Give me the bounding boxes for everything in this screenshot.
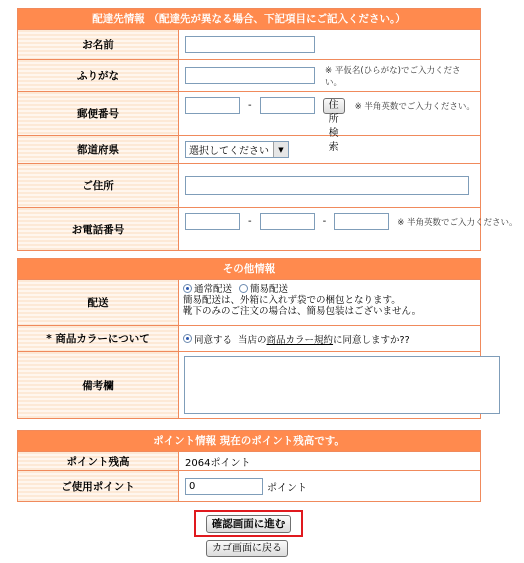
color-agree-radio[interactable] (183, 334, 192, 343)
point-balance-value: 2064ポイント (185, 457, 251, 469)
postal-separator: - (248, 100, 252, 111)
chevron-down-icon[interactable]: ▼ (273, 142, 288, 157)
point-balance-label: ポイント残高 (18, 452, 179, 470)
address-label: ご住所 (18, 164, 179, 207)
postal-note: ※ 半角英数でご入力ください。 (354, 101, 475, 112)
name-label: お名前 (18, 30, 179, 59)
furigana-note: ※ 平仮名(ひらがな)でご入力ください。 (325, 65, 461, 88)
phone-label: お電話番号 (18, 208, 179, 250)
delivery-simple-label: 簡易配送 (250, 284, 289, 295)
other-info-header: その他情報 (18, 259, 480, 280)
furigana-input[interactable] (185, 67, 315, 84)
postal-code-second-input[interactable] (260, 97, 315, 114)
back-to-cart-button[interactable]: カゴ画面に戻る (206, 540, 288, 557)
delivery-note-line2: 靴下のみのご注文の場合は、簡易包装はございません。 (183, 306, 422, 317)
color-text-after: に同意しますか?? (333, 334, 410, 346)
phone-second-input[interactable] (260, 213, 315, 230)
shipping-section (17, 8, 518, 251)
address-input[interactable] (185, 176, 469, 195)
color-agreement-row (18, 326, 480, 352)
name-input[interactable] (185, 36, 315, 53)
shipping-header: 配達先情報 （配達先が異なる場合、下記項目にご記入ください。） (18, 9, 480, 30)
use-points-row (18, 471, 480, 501)
remarks-row (18, 352, 480, 418)
name-row (18, 30, 480, 60)
delivery-row (18, 280, 480, 326)
postal-code-first-input[interactable] (185, 97, 240, 114)
color-agree-label: 同意する (194, 334, 233, 346)
use-points-label: ご使用ポイント (18, 471, 179, 501)
delivery-label: 配送 (18, 280, 179, 325)
delivery-normal-radio[interactable] (183, 284, 192, 293)
phone-separator-1: - (248, 216, 252, 227)
prefecture-row (18, 136, 480, 164)
use-points-input[interactable] (185, 478, 263, 495)
delivery-simple-radio[interactable] (239, 284, 248, 293)
use-points-unit: ポイント (267, 482, 307, 494)
prefecture-label: 都道府県 (18, 136, 179, 163)
points-section (17, 430, 481, 502)
phone-first-input[interactable] (185, 213, 240, 230)
delivery-note-line1: 簡易配送は、外箱に入れず袋での梱包となります。 (183, 295, 401, 306)
phone-note: ※ 半角英数でご入力ください。 (397, 217, 518, 228)
phone-separator-2: - (322, 216, 327, 227)
address-search-button[interactable]: 住所検索 (323, 98, 345, 114)
points-header: ポイント情報 現在のポイント残高です。 (18, 431, 480, 452)
remarks-textarea[interactable] (184, 356, 500, 414)
prefecture-select[interactable] (185, 141, 289, 158)
color-text-before: 当店の (238, 334, 267, 346)
phone-third-input[interactable] (334, 213, 389, 230)
address-row (18, 164, 480, 208)
prefecture-selected-value: 選択してください (189, 146, 269, 157)
other-info-section (17, 258, 481, 419)
confirm-button[interactable]: 確認画面に進む (206, 515, 292, 533)
color-policy-link[interactable]: 商品カラー規約 (266, 334, 334, 346)
postal-label: 郵便番号 (18, 92, 179, 135)
delivery-normal-label: 通常配送 (194, 284, 233, 295)
confirm-button-highlight (194, 510, 303, 537)
point-balance-row (18, 452, 480, 471)
remarks-label: 備考欄 (18, 352, 179, 418)
furigana-row (18, 60, 480, 92)
phone-row (18, 208, 518, 250)
color-agreement-label: * 商品カラーについて (18, 326, 179, 351)
furigana-label: ふりがな (18, 60, 179, 91)
